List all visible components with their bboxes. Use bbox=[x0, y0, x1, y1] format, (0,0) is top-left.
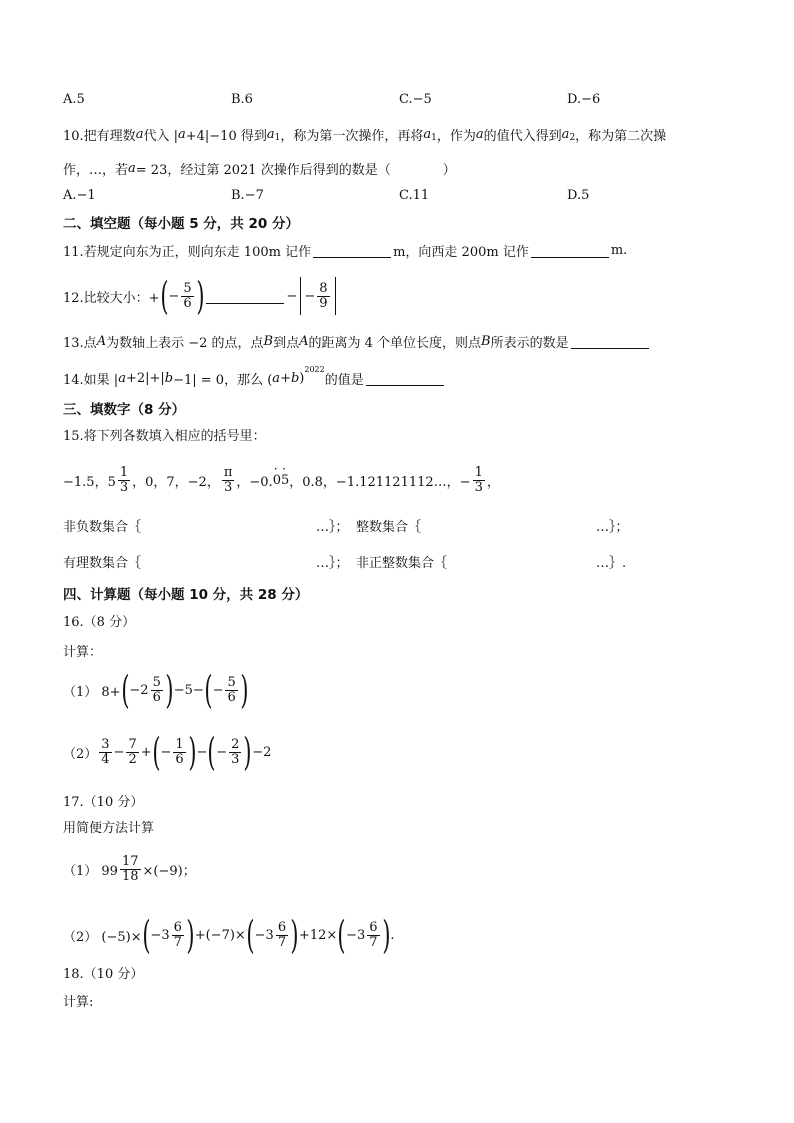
text-run: +12× bbox=[298, 927, 338, 943]
denominator: 3 bbox=[231, 751, 240, 767]
right-paren: ) bbox=[165, 668, 174, 712]
q15-prompt: 15.将下列各数填入相应的括号里： bbox=[63, 428, 266, 444]
denominator: 6 bbox=[183, 295, 192, 311]
fraction bbox=[225, 676, 237, 704]
q16-header: 16.（8 分） bbox=[63, 614, 136, 630]
fraction bbox=[276, 921, 288, 949]
text-run: + bbox=[140, 744, 152, 760]
text-run: 12.比较大小：+ bbox=[63, 290, 160, 306]
q18-header: 18.（10 分） bbox=[63, 966, 144, 982]
fraction bbox=[172, 921, 184, 949]
text-run: ，−0. bbox=[236, 474, 273, 490]
text-run: − bbox=[286, 288, 298, 304]
answer-blank bbox=[531, 243, 609, 258]
left-paren: ( bbox=[246, 913, 255, 957]
answer-blank bbox=[571, 334, 649, 349]
variable: B bbox=[263, 333, 274, 349]
fraction bbox=[367, 921, 379, 949]
text-run: m. bbox=[610, 242, 628, 258]
text-run: − bbox=[212, 682, 224, 698]
text-run: + bbox=[280, 370, 291, 386]
subscript: 1 bbox=[431, 133, 437, 143]
right-paren: ) bbox=[243, 730, 252, 774]
numerator: π bbox=[223, 464, 233, 480]
fraction bbox=[118, 466, 130, 494]
right-paren: ) bbox=[290, 913, 299, 957]
text-run: +2|+| bbox=[125, 370, 165, 386]
denominator: 4 bbox=[101, 751, 110, 767]
variable: a bbox=[118, 370, 126, 386]
variable: b bbox=[290, 370, 300, 386]
text-run: −1.5，5 bbox=[63, 474, 116, 490]
set-nonpositive-integer-end: …｝. bbox=[596, 556, 627, 571]
text-run: = 23，经过第 2021 次操作后得到的数是（ ） bbox=[135, 162, 456, 178]
variable: a bbox=[135, 126, 144, 142]
q17-header: 17.（10 分） bbox=[63, 794, 144, 810]
text-run: （2） (−5)× bbox=[63, 929, 142, 945]
denominator: 7 bbox=[173, 934, 182, 950]
text-run: （2） bbox=[63, 746, 98, 762]
text-run: ，0，7，−2， bbox=[132, 474, 220, 490]
set-rational-end: …｝； bbox=[316, 556, 349, 571]
q10-line2 bbox=[63, 158, 456, 178]
text-run: 13.点 bbox=[63, 335, 97, 351]
q15-numbers bbox=[63, 457, 500, 503]
numerator: 3 bbox=[101, 736, 110, 752]
denominator: 6 bbox=[175, 751, 184, 767]
text-run: ) bbox=[299, 370, 305, 386]
denominator: 7 bbox=[277, 934, 287, 950]
text-run: − bbox=[196, 744, 208, 760]
text-run: − bbox=[168, 288, 180, 304]
text-run: 11.若规定向东为正，则向东走 100m 记作 bbox=[63, 244, 312, 260]
variable: a bbox=[561, 126, 570, 142]
left-paren: ( bbox=[151, 730, 161, 774]
q10-option-a: A.−1 bbox=[63, 188, 96, 203]
q9-option-a: A.5 bbox=[63, 92, 85, 107]
fraction bbox=[173, 738, 185, 766]
q12 bbox=[63, 273, 339, 319]
text-run: （1） 8+ bbox=[63, 684, 121, 700]
text-run: ， bbox=[486, 474, 500, 490]
numerator: 6 bbox=[369, 919, 378, 935]
section2-title: 二、填空题（每小题 5 分，共 20 分） bbox=[63, 216, 299, 232]
text-run: . bbox=[390, 927, 395, 943]
set-integer-end: …｝； bbox=[596, 520, 629, 535]
q11 bbox=[63, 240, 627, 260]
q17-part1 bbox=[63, 846, 196, 892]
q16-part2 bbox=[63, 729, 271, 775]
superscript: 2022 bbox=[304, 364, 325, 374]
q10-option-d: D.5 bbox=[567, 188, 590, 203]
fraction bbox=[222, 466, 235, 494]
section3-title: 三、填数字（8 分） bbox=[63, 402, 186, 418]
fraction bbox=[473, 466, 485, 494]
text-run: 代入 | bbox=[143, 128, 178, 144]
numerator: 7 bbox=[128, 736, 137, 752]
text-run: −3 bbox=[346, 927, 366, 943]
text-run: 10.把有理数 bbox=[63, 128, 136, 144]
text-run: 为数轴上表示 −2 的点，点 bbox=[106, 335, 264, 351]
fraction bbox=[317, 282, 329, 310]
text-run: ，0.8，−1.121121112…，− bbox=[289, 474, 471, 490]
q17-prompt: 用简便方法计算 bbox=[63, 820, 155, 836]
numerator: 6 bbox=[173, 919, 182, 935]
denominator: 6 bbox=[227, 689, 236, 705]
q9-option-c: C.−5 bbox=[399, 92, 432, 107]
denominator: 18 bbox=[121, 868, 139, 884]
subscript: 2 bbox=[569, 133, 576, 143]
right-paren: ) bbox=[188, 730, 197, 774]
numerator: 6 bbox=[277, 919, 287, 935]
q9-option-b: B.6 bbox=[231, 92, 253, 107]
fraction bbox=[99, 738, 111, 766]
numerator: 8 bbox=[319, 280, 328, 296]
text-run: 的值代入得到 bbox=[483, 128, 562, 144]
set-integer-label: 整数集合｛ bbox=[356, 520, 422, 535]
text-run: − bbox=[113, 744, 125, 760]
numerator: 5 bbox=[152, 674, 161, 690]
absolute-bar bbox=[300, 277, 301, 315]
text-run: −5− bbox=[173, 682, 204, 698]
right-paren: ) bbox=[195, 274, 205, 318]
text-run: ，称为第一次操作，再将 bbox=[280, 128, 424, 144]
q13 bbox=[63, 331, 651, 351]
denominator: 3 bbox=[119, 479, 129, 495]
variable: A bbox=[96, 333, 107, 349]
answer-blank bbox=[206, 289, 284, 304]
fraction bbox=[120, 855, 141, 883]
text-run: − bbox=[216, 744, 228, 760]
right-paren: ) bbox=[381, 913, 391, 957]
repeating-digit: · 0 bbox=[273, 473, 281, 488]
text-run: m，向西走 200m 记作 bbox=[393, 244, 529, 260]
left-paren: ( bbox=[159, 274, 169, 318]
text-run: −3 bbox=[150, 927, 170, 943]
q10-line1 bbox=[63, 124, 666, 144]
variable: a bbox=[128, 160, 136, 176]
fraction bbox=[181, 282, 193, 310]
fraction bbox=[126, 738, 138, 766]
text-run: 到点 bbox=[273, 335, 300, 351]
answer-blank bbox=[313, 243, 391, 258]
text-run: 所表示的数是 bbox=[490, 335, 569, 351]
left-paren: ( bbox=[120, 668, 130, 712]
left-paren: ( bbox=[204, 668, 213, 712]
text-run: − bbox=[304, 288, 316, 304]
numerator: 5 bbox=[227, 674, 236, 690]
q9-option-d: D.−6 bbox=[567, 92, 601, 107]
answer-blank bbox=[366, 371, 444, 386]
q14 bbox=[63, 364, 446, 388]
text-run: −3 bbox=[254, 927, 274, 943]
text-run: ×(−9)； bbox=[142, 863, 196, 879]
text-run: ，作为 bbox=[436, 128, 476, 144]
denominator: 6 bbox=[152, 689, 161, 705]
text-run: −2 bbox=[129, 682, 149, 698]
fraction bbox=[229, 738, 241, 766]
right-paren: ) bbox=[240, 668, 249, 712]
set-nonnegative-label: 非负数集合｛ bbox=[63, 520, 142, 535]
right-paren: ) bbox=[186, 913, 195, 957]
text-run: −2 bbox=[252, 744, 272, 760]
q10-option-b: B.−7 bbox=[231, 188, 264, 203]
numerator: 17 bbox=[121, 853, 139, 869]
variable: a bbox=[272, 370, 281, 386]
text-run: 14.如果 | bbox=[63, 372, 119, 388]
q10-option-c: C.11 bbox=[399, 188, 430, 203]
q16-prompt: 计算： bbox=[63, 644, 103, 660]
section4-title: 四、计算题（每小题 10 分，共 28 分） bbox=[63, 587, 309, 603]
text-run: 的距离为 4 个单位长度，则点 bbox=[308, 335, 482, 351]
variable: b bbox=[164, 370, 174, 386]
text-run: −1| = 0，那么 ( bbox=[173, 372, 273, 388]
fraction bbox=[151, 676, 163, 704]
text-run: ，称为第二次操 bbox=[575, 128, 667, 144]
denominator: 3 bbox=[223, 479, 233, 495]
text-run: 作，…，若 bbox=[63, 162, 129, 178]
text-run: +4|−10 得到 bbox=[185, 128, 267, 144]
set-rational-label: 有理数集合｛ bbox=[63, 556, 142, 571]
denominator: 3 bbox=[474, 479, 483, 495]
absolute-bar bbox=[335, 277, 336, 315]
q16-part1 bbox=[63, 667, 249, 713]
variable: a bbox=[177, 126, 186, 142]
variable: B bbox=[481, 333, 491, 349]
denominator: 9 bbox=[319, 295, 328, 311]
left-paren: ( bbox=[207, 730, 216, 774]
numerator: 5 bbox=[183, 280, 192, 296]
left-paren: ( bbox=[141, 913, 151, 957]
numerator: 1 bbox=[474, 464, 483, 480]
text-run: 的值是 bbox=[324, 372, 364, 388]
repeating-digit: · 5 bbox=[281, 473, 289, 488]
text-run: （1） 99 bbox=[63, 863, 118, 879]
q18-prompt: 计算: bbox=[63, 994, 94, 1010]
denominator: 2 bbox=[128, 751, 137, 767]
variable: a bbox=[475, 126, 484, 142]
text-run: − bbox=[160, 744, 172, 760]
variable: a bbox=[266, 126, 275, 142]
variable: a bbox=[423, 126, 432, 142]
numerator: 1 bbox=[119, 464, 129, 480]
left-paren: ( bbox=[337, 913, 346, 957]
text-run: +(−7)× bbox=[194, 927, 246, 943]
set-nonnegative-end: …｝； bbox=[316, 520, 349, 535]
numerator: 2 bbox=[231, 736, 240, 752]
denominator: 7 bbox=[369, 934, 378, 950]
variable: A bbox=[299, 333, 309, 349]
q17-part2 bbox=[63, 912, 395, 958]
subscript: 1 bbox=[274, 133, 281, 143]
set-nonpositive-integer-label: 非正整数集合｛ bbox=[356, 556, 448, 571]
numerator: 1 bbox=[175, 736, 184, 752]
